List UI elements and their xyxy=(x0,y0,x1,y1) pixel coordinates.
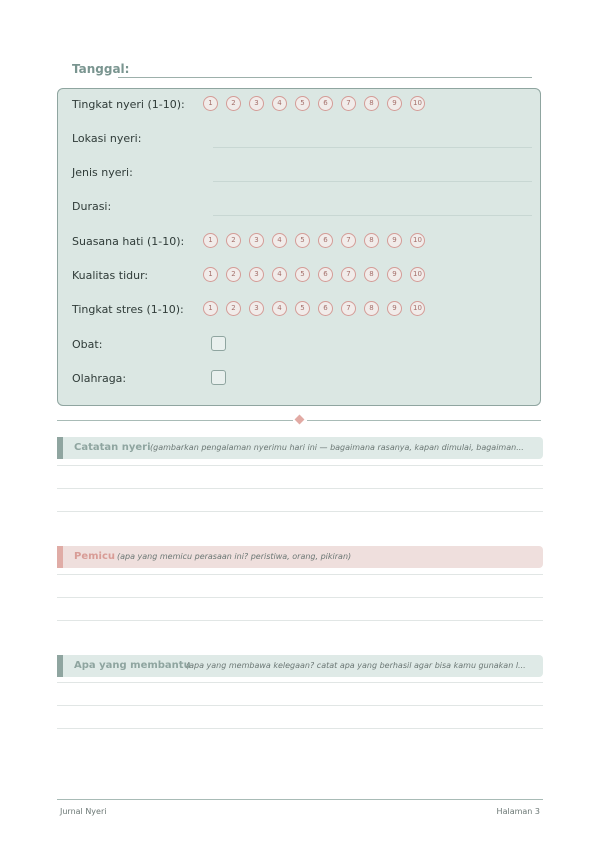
sleep-quality-option[interactable]: 9 xyxy=(387,267,402,282)
stress-level-option[interactable]: 10 xyxy=(410,301,425,316)
pain-level-option[interactable]: 3 xyxy=(249,96,264,111)
divider-right xyxy=(307,420,541,421)
pain-level-label: Tingkat nyeri (1-10): xyxy=(72,98,185,111)
pain-type-label: Jenis nyeri: xyxy=(72,166,133,179)
pain-type-input-line[interactable] xyxy=(213,181,532,182)
pain-level-option[interactable]: 9 xyxy=(387,96,402,111)
exercise-row xyxy=(72,366,532,392)
helps-title: Apa yang membantu xyxy=(74,660,191,671)
sleep-quality-option[interactable]: 3 xyxy=(249,267,264,282)
mood-option[interactable]: 1 xyxy=(203,233,218,248)
stress-level-label: Tingkat stres (1-10): xyxy=(72,303,184,316)
date-input-line[interactable] xyxy=(118,77,532,78)
pain-location-label: Lokasi nyeri: xyxy=(72,132,142,145)
sleep-quality-option[interactable]: 10 xyxy=(410,267,425,282)
notes-title: Catatan nyeri xyxy=(74,442,151,453)
sleep-quality-option[interactable]: 7 xyxy=(341,267,356,282)
sleep-quality-label: Kualitas tidur: xyxy=(72,269,149,282)
mood-option[interactable]: 8 xyxy=(364,233,379,248)
exercise-label: Olahraga: xyxy=(72,372,127,385)
duration-label: Durasi: xyxy=(72,200,112,213)
medication-label: Obat: xyxy=(72,338,103,351)
notes-write-line[interactable] xyxy=(57,488,543,489)
stress-level-row xyxy=(72,297,532,323)
duration-row xyxy=(72,194,532,220)
exercise-checkbox[interactable] xyxy=(211,370,226,385)
mood-option[interactable]: 3 xyxy=(249,233,264,248)
mood-option[interactable]: 9 xyxy=(387,233,402,248)
stress-level-option[interactable]: 3 xyxy=(249,301,264,316)
stress-level-option[interactable]: 8 xyxy=(364,301,379,316)
stress-level-option[interactable]: 6 xyxy=(318,301,333,316)
pain-type-row xyxy=(72,160,532,186)
pain-location-row xyxy=(72,126,532,152)
mood-option[interactable]: 6 xyxy=(318,233,333,248)
sleep-quality-option[interactable]: 5 xyxy=(295,267,310,282)
sleep-quality-option[interactable]: 8 xyxy=(364,267,379,282)
medication-row xyxy=(72,332,532,358)
stress-level-option[interactable]: 9 xyxy=(387,301,402,316)
sleep-quality-option[interactable]: 1 xyxy=(203,267,218,282)
sleep-quality-option[interactable]: 6 xyxy=(318,267,333,282)
footer-divider xyxy=(57,799,543,800)
pain-level-option[interactable]: 1 xyxy=(203,96,218,111)
notes-section-header xyxy=(57,437,543,459)
triggers-section-header xyxy=(57,546,543,568)
divider-left xyxy=(57,420,293,421)
triggers-write-line[interactable] xyxy=(57,597,543,598)
medication-checkbox[interactable] xyxy=(211,336,226,351)
stress-level-option[interactable]: 4 xyxy=(272,301,287,316)
pain-level-option[interactable]: 6 xyxy=(318,96,333,111)
pain-level-row xyxy=(72,92,532,118)
mood-option[interactable]: 2 xyxy=(226,233,241,248)
pain-level-option[interactable]: 4 xyxy=(272,96,287,111)
sleep-quality-option[interactable]: 2 xyxy=(226,267,241,282)
pain-level-option[interactable]: 10 xyxy=(410,96,425,111)
pain-level-option[interactable]: 8 xyxy=(364,96,379,111)
triggers-write-line[interactable] xyxy=(57,620,543,621)
footer-journal-name: Jurnal Nyeri xyxy=(60,807,107,816)
date-row xyxy=(72,62,532,80)
footer-page-number: Halaman 3 xyxy=(496,807,540,816)
helps-accent-bar xyxy=(57,655,63,677)
duration-input-line[interactable] xyxy=(213,215,532,216)
mood-option[interactable]: 7 xyxy=(341,233,356,248)
pain-location-input-line[interactable] xyxy=(213,147,532,148)
helps-section-header xyxy=(57,655,543,677)
notes-write-line[interactable] xyxy=(57,465,543,466)
date-label: Tanggal: xyxy=(72,62,130,76)
notes-accent-bar xyxy=(57,437,63,459)
pain-level-option[interactable]: 2 xyxy=(226,96,241,111)
helps-write-line[interactable] xyxy=(57,705,543,706)
pain-level-option[interactable]: 5 xyxy=(295,96,310,111)
notes-write-line[interactable] xyxy=(57,511,543,512)
pain-level-option[interactable]: 7 xyxy=(341,96,356,111)
triggers-accent-bar xyxy=(57,546,63,568)
notes-hint: (gambarkan pengalaman nyerimu hari ini — bagaimana rasanya, kapan dimulai, bagaiman... xyxy=(150,443,524,452)
helps-write-line[interactable] xyxy=(57,728,543,729)
helps-hint: (apa yang membawa kelegaan? catat apa yang berhasil agar bisa kamu gunakan l... xyxy=(186,661,526,670)
stress-level-option[interactable]: 7 xyxy=(341,301,356,316)
mood-label: Suasana hati (1-10): xyxy=(72,235,185,248)
stress-level-option[interactable]: 1 xyxy=(203,301,218,316)
sleep-quality-row xyxy=(72,263,532,289)
mood-option[interactable]: 5 xyxy=(295,233,310,248)
stress-level-option[interactable]: 2 xyxy=(226,301,241,316)
diamond-ornament xyxy=(295,415,305,425)
sleep-quality-option[interactable]: 4 xyxy=(272,267,287,282)
triggers-write-line[interactable] xyxy=(57,574,543,575)
mood-option[interactable]: 10 xyxy=(410,233,425,248)
helps-write-line[interactable] xyxy=(57,682,543,683)
mood-option[interactable]: 4 xyxy=(272,233,287,248)
mood-row xyxy=(72,229,532,255)
triggers-title: Pemicu xyxy=(74,551,116,562)
triggers-hint: (apa yang memicu perasaan ini? peristiwa, orang, pikiran) xyxy=(117,552,352,561)
stress-level-option[interactable]: 5 xyxy=(295,301,310,316)
daily-tracker-card xyxy=(57,88,541,406)
